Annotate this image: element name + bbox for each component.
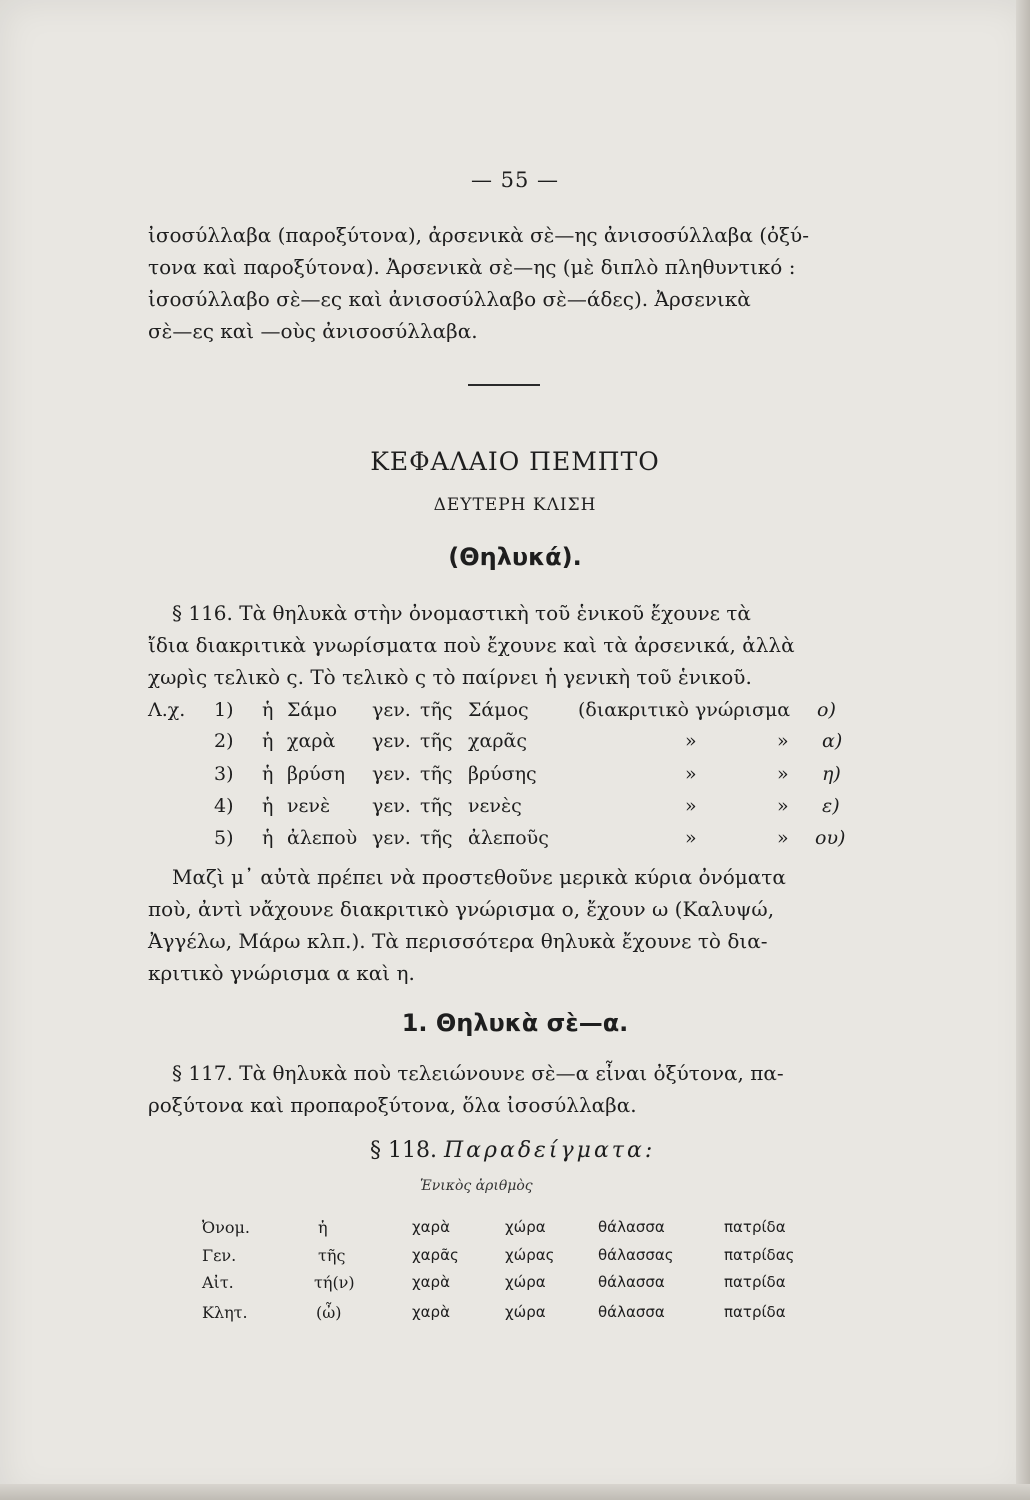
- example-genitive: νενὲς: [468, 795, 522, 817]
- example-nominative: νενὲ: [287, 795, 331, 817]
- case-label: Αἰτ.: [202, 1273, 234, 1292]
- example-lead: Λ.χ.: [148, 699, 186, 721]
- page-edge-bottom: [0, 1484, 1030, 1500]
- example-mark: η): [822, 763, 841, 785]
- ditto-mark: »: [777, 763, 789, 785]
- para116-line-1: § 116. Τὰ θηλυκὰ στὴν ὀνομαστικὴ τοῦ ἑνικοῦ ἔχουνε τὰ: [172, 601, 751, 625]
- section-divider: [468, 384, 540, 386]
- example-genitive: χαρᾶς: [468, 730, 527, 752]
- word-cell: θάλασσα: [598, 1303, 665, 1321]
- word-cell: χαρὰ: [412, 1303, 450, 1321]
- para116-line-2: ἴδια διακριτικὰ γνωρίσματα ποὺ ἔχουνε καὶ τὰ ἀρσενικά, ἀλλὰ: [148, 633, 795, 657]
- example-mark: ε): [822, 795, 840, 817]
- example-article: ἡ: [262, 763, 274, 785]
- example-gen-article: τῆς: [420, 699, 453, 721]
- example-mark: α): [822, 730, 843, 752]
- example-gen-article: τῆς: [420, 827, 453, 849]
- ditto-mark: »: [685, 795, 697, 817]
- word-cell: χώρα: [505, 1273, 546, 1291]
- example-number: 1): [214, 699, 234, 721]
- example-article: ἡ: [262, 699, 274, 721]
- page-number: — 55 —: [470, 168, 560, 192]
- article-cell: (ὦ): [316, 1303, 342, 1322]
- example-gen-label: γεν.: [372, 827, 411, 849]
- para118-heading: [370, 1138, 655, 1163]
- example-genitive: βρύσης: [468, 763, 537, 785]
- section-1-title: 1. Θηλυκὰ σὲ—α.: [401, 1009, 629, 1037]
- example-article: ἡ: [262, 795, 274, 817]
- chapter-title: ΚΕΦΑΛΑΙΟ ΠΕΜΠΤΟ: [370, 447, 660, 476]
- example-nominative: Σάμο: [287, 699, 338, 721]
- para-extra-line-2: ποὺ, ἀντὶ νἄχουνε διακριτικὸ γνώρισμα ο, ἔχουν ω (Καλυψώ,: [148, 897, 775, 921]
- para118-number: § 118.: [370, 1138, 437, 1163]
- page-edge-right: [1016, 0, 1030, 1500]
- case-label: Γεν.: [202, 1246, 237, 1265]
- example-number: 4): [214, 795, 234, 817]
- word-cell: χαρὰ: [412, 1273, 450, 1291]
- para-extra-line-1: Μαζὶ μ᾽ αὐτὰ πρέπει νὰ προστεθοῦνε μερικὰ κύρια ὀνόματα: [172, 865, 786, 889]
- example-genitive: ἀλεποῦς: [468, 827, 549, 849]
- ditto-mark: »: [777, 730, 789, 752]
- example-gen-label: γεν.: [372, 699, 411, 721]
- example-mark: ου): [815, 827, 846, 849]
- gender-title: (Θηλυκά).: [448, 543, 582, 571]
- example-gen-label: γεν.: [372, 763, 411, 785]
- example-gen-label: γεν.: [372, 795, 411, 817]
- example-mark: ο): [817, 699, 836, 721]
- para117-line-1: § 117. Τὰ θηλυκὰ ποὺ τελειώνουνε σὲ—α εἶναι ὀξύτονα, πα-: [172, 1061, 784, 1085]
- example-article: ἡ: [262, 730, 274, 752]
- word-cell: χαρὰ: [412, 1218, 450, 1236]
- case-label: Κλητ.: [202, 1303, 248, 1322]
- ditto-mark: »: [685, 730, 697, 752]
- word-cell: χώρα: [505, 1218, 546, 1236]
- example-gen-article: τῆς: [420, 795, 453, 817]
- intro-line-1: ἰσοσύλλαβα (παροξύτονα), ἀρσενικὰ σὲ—ης ἀνισοσύλλαβα (ὀξύ-: [148, 223, 809, 247]
- para118-title: Παραδείγματα:: [443, 1138, 656, 1163]
- example-number: 2): [214, 730, 234, 752]
- word-cell: χαρᾶς: [412, 1246, 459, 1264]
- word-cell: χώρας: [505, 1246, 555, 1264]
- word-cell: πατρίδα: [724, 1218, 786, 1236]
- para117-line-2: ροξύτονα καὶ προπαροξύτονα, ὅλα ἰσοσύλλαβα.: [148, 1093, 637, 1117]
- example-nominative: χαρὰ: [287, 730, 336, 752]
- ditto-mark: »: [777, 827, 789, 849]
- article-cell: τή(ν): [314, 1273, 355, 1292]
- ditto-mark: »: [685, 763, 697, 785]
- para116-line-3: χωρὶς τελικὸ ς. Τὸ τελικὸ ς τὸ παίρνει ἡ γενικὴ τοῦ ἑνικοῦ.: [148, 665, 752, 689]
- para-extra-line-3: Ἀγγέλω, Μάρω κλπ.). Τὰ περισσότερα θηλυκὰ ἔχουνε τὸ δια-: [148, 929, 768, 953]
- intro-line-3: ἰσοσύλλαβο σὲ—ες καὶ ἀνισοσύλλαβο σὲ—άδες). Ἀρσενικὰ: [148, 287, 751, 311]
- example-gen-label: γεν.: [372, 730, 411, 752]
- word-cell: θάλασσα: [598, 1273, 665, 1291]
- example-note: (διακριτικὸ γνώρισμα: [578, 699, 791, 721]
- article-cell: ἡ: [318, 1218, 328, 1237]
- example-article: ἡ: [262, 827, 274, 849]
- declension-title: ΔΕΥΤΕΡΗ ΚΛΙΣΗ: [433, 495, 597, 515]
- word-cell: χώρα: [505, 1303, 546, 1321]
- table-caption: Ἑνικὸς ἀριθμὸς: [420, 1178, 533, 1194]
- word-cell: πατρίδα: [724, 1273, 786, 1291]
- example-nominative: βρύση: [287, 763, 346, 785]
- example-nominative: ἀλεποὺ: [287, 827, 358, 849]
- word-cell: πατρίδας: [724, 1246, 795, 1264]
- example-gen-article: τῆς: [420, 730, 453, 752]
- example-genitive: Σάμος: [468, 699, 529, 721]
- intro-line-2: τονα καὶ παροξύτονα). Ἀρσενικὰ σὲ—ης (μὲ διπλὸ πληθυντικό :: [148, 255, 796, 279]
- ditto-mark: »: [685, 827, 697, 849]
- word-cell: πατρίδα: [724, 1303, 786, 1321]
- case-label: Ὀνομ.: [202, 1218, 250, 1237]
- word-cell: θάλασσα: [598, 1218, 665, 1236]
- article-cell: τῆς: [318, 1246, 346, 1265]
- example-gen-article: τῆς: [420, 763, 453, 785]
- ditto-mark: »: [777, 795, 789, 817]
- example-number: 3): [214, 763, 234, 785]
- para-extra-line-4: κριτικὸ γνώρισμα α καὶ η.: [148, 961, 415, 985]
- word-cell: θάλασσας: [598, 1246, 674, 1264]
- intro-line-4: σὲ—ες καὶ —οὺς ἀνισοσύλλαβα.: [148, 319, 478, 343]
- example-number: 5): [214, 827, 234, 849]
